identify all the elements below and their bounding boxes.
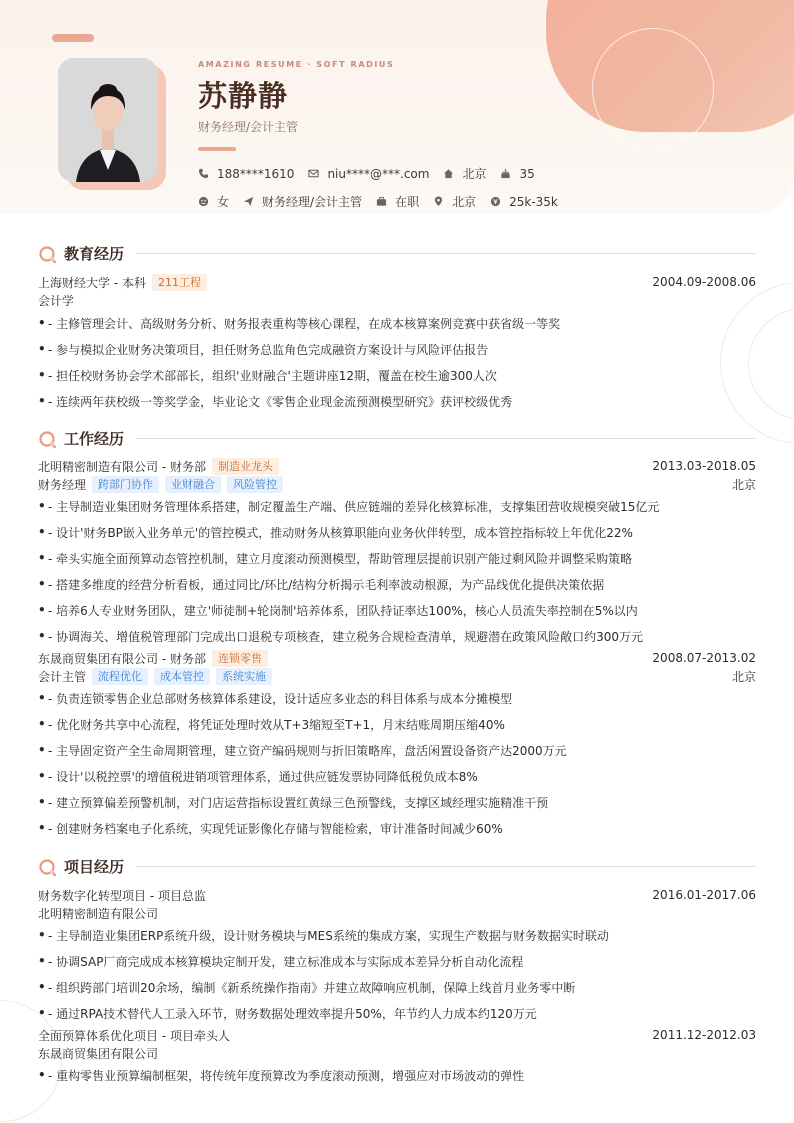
briefcase-icon [376, 196, 387, 207]
home-icon [443, 168, 454, 179]
gender-icon [198, 196, 209, 207]
target-city: 北京 [452, 195, 477, 209]
education-section-title [38, 243, 756, 264]
job-role: 财务经理 [38, 477, 87, 492]
list-item: • - 设计'以税控票'的增值税进销项管理体系，通过供应链发票协同降低税负成本8% [38, 769, 478, 784]
job-entry [38, 457, 756, 649]
cake-icon [500, 168, 511, 179]
project-entry [38, 1026, 756, 1088]
job-date: 2013.03-2018.05 [652, 459, 756, 473]
status-item [376, 193, 419, 210]
age-value: 35 [519, 166, 535, 181]
list-item: • - 担任校财务协会学术部部长，组织'业财融合'主题讲座12期，覆盖在校生逾300人次 [38, 368, 497, 383]
company-tag: 连锁零售 [212, 650, 268, 667]
work-section-title [38, 428, 756, 449]
residence-city: 北京 [462, 167, 487, 181]
job-city: 北京 [731, 477, 756, 492]
skill-tag: 业财融合 [165, 476, 221, 493]
education-entry [38, 273, 756, 414]
list-item: • - 优化财务共享中心流程，将凭证处理时效从T+3缩短至T+1，月末结账周期压缩40% [38, 717, 505, 732]
gender-value: 女 [217, 195, 230, 209]
job-role: 会计主管 [38, 669, 87, 684]
project-name: 全面预算体系优化项目 - 项目牵头人 [38, 1028, 230, 1043]
gender-item [198, 193, 229, 210]
company-tag: 制造业龙头 [212, 458, 279, 475]
phone-item [198, 167, 294, 181]
list-item: • - 搭建多维度的经营分析看板，通过同比/环比/结构分析揭示毛利率波动根源，为产品线优化提供决策依据 [38, 577, 605, 592]
school-tag: 211工程 [152, 274, 207, 291]
list-item: • - 负责连锁零售企业总部财务核算体系建设，设计适应多业态的科目体系与成本分摊模型 [38, 691, 513, 706]
project-name: 财务数字化转型项目 - 项目总监 [38, 888, 206, 903]
project-org: 北明精密制造有限公司 [38, 906, 159, 921]
list-item: • - 牵头实施全面预算动态管控机制，建立月度滚动预测模型，帮助管理层提前识别产能过剩风险并调整采购策略 [38, 551, 633, 566]
money-icon [490, 196, 501, 207]
projects-section-title [38, 856, 756, 877]
section-heading: 项目经历 [64, 858, 125, 876]
list-item: • - 培养6人专业财务团队，建立'师徒制+轮岗制'培养体系，团队持证率达100%，核心人员流失率控制在5%以内 [38, 603, 638, 618]
list-item: • - 建立预算偏差预警机制，对门店运营指标设置红黄绿三色预警线，支撑区域经理实施精准干预 [38, 795, 549, 810]
skill-tag: 风险管控 [227, 476, 283, 493]
phone-number: 188****1610 [217, 166, 295, 181]
section-divider [136, 253, 756, 254]
skill-tag: 成本管控 [154, 668, 210, 685]
list-item: • - 参与模拟企业财务决策项目，担任财务总监角色完成融资方案设计与风险评估报告 [38, 342, 489, 357]
magnifier-icon [38, 244, 58, 264]
skill-tag: 系统实施 [216, 668, 272, 685]
skill-tag: 跨部门协作 [92, 476, 159, 493]
job-city: 北京 [731, 669, 756, 684]
section-divider [136, 438, 756, 439]
target-position-item [243, 193, 362, 210]
project-date: 2011.12-2012.03 [652, 1028, 756, 1042]
email-address: niu****@***.com [327, 166, 430, 181]
resume-kicker: AMAZING RESUME · SOFT RADIUS [198, 60, 395, 69]
target-city-item [433, 193, 476, 210]
list-item: • - 设计'财务BP嵌入业务单元'的管控模式，推动财务从核算职能向业务伙伴转型，成本管控指标较上年优化22% [38, 525, 633, 540]
list-item: • - 创建财务档案电子化系统，实现凭证影像化存储与智能检索，审计准备时间减少60% [38, 821, 503, 836]
contact-row [198, 165, 549, 182]
education-date: 2004.09-2008.06 [652, 275, 756, 289]
email-item [308, 167, 429, 181]
section-heading: 工作经历 [64, 430, 125, 448]
target-position: 财务经理/会计主管 [262, 195, 363, 209]
project-entry [38, 886, 756, 1026]
list-item: • - 重构零售业预算编制框架，将传统年度预算改为季度滚动预测，增强应对市场波动的弹性 [38, 1068, 525, 1083]
candidate-name: 苏静静 [198, 79, 289, 113]
decorative-bar [52, 34, 94, 42]
skill-tag: 流程优化 [92, 668, 148, 685]
candidate-title: 财务经理/会计主管 [198, 120, 299, 134]
resume-header [0, 0, 794, 214]
age-item [500, 167, 534, 181]
section-divider [136, 866, 756, 867]
section-heading: 教育经历 [64, 245, 125, 263]
avatar [58, 58, 158, 182]
list-item: • - 主修管理会计、高级财务分析、财务报表重构等核心课程，在成本核算案例竞赛中获省级一等奖 [38, 316, 561, 331]
list-item: • - 协调海关、增值税管理部门完成出口退税专项核查，建立税务合规检查清单，规避潜在政策风险敞口约300万元 [38, 629, 644, 644]
residence-item [443, 165, 486, 182]
list-item: • - 组织跨部门培训20余场，编制《新系统操作指南》并建立故障响应机制，保障上线首月业务零中断 [38, 980, 576, 995]
salary-item [490, 195, 558, 209]
job-entry [38, 649, 756, 841]
list-item: • - 连续两年获校级一等奖学金，毕业论文《零售企业现金流预测模型研究》获评校级优秀 [38, 394, 513, 409]
company-name: 北明精密制造有限公司 - 财务部 [38, 459, 206, 474]
phone-icon [198, 168, 209, 179]
list-item: • - 主导制造业集团ERP系统升级，设计财务模块与MES系统的集成方案，实现生产数据与财务数据实时联动 [38, 928, 609, 943]
list-item: • - 通过RPA技术替代人工录入环节，财务数据处理效率提升50%，年节约人力成本约120万元 [38, 1006, 537, 1021]
company-name: 东晟商贸集团有限公司 - 财务部 [38, 651, 206, 666]
job-date: 2008.07-2013.02 [652, 651, 756, 665]
send-icon [243, 196, 254, 207]
decorative-ring [592, 28, 714, 150]
profile-row [198, 193, 572, 210]
list-item: • - 主导固定资产全生命周期管理，建立资产编码规则与折旧策略库，盘活闲置设备资产达2000万元 [38, 743, 567, 758]
location-icon [433, 196, 444, 207]
expected-salary: 25k-35k [509, 194, 558, 209]
project-date: 2016.01-2017.06 [652, 888, 756, 902]
profile-photo-frame [58, 58, 166, 190]
list-item: • - 主导制造业集团财务管理体系搭建，制定覆盖生产端、供应链端的差异化核算标准，支撑集团营收规模突破15亿元 [38, 499, 660, 514]
employment-status: 在职 [395, 195, 420, 209]
school-name: 上海财经大学 - 本科 [38, 275, 146, 290]
major: 会计学 [38, 293, 75, 308]
project-org: 东晟商贸集团有限公司 [38, 1046, 159, 1061]
list-item: • - 协调SAP厂商完成成本核算模块定制开发，建立标准成本与实际成本差异分析自动化流程 [38, 954, 524, 969]
magnifier-icon [38, 429, 58, 449]
accent-line [198, 147, 236, 151]
mail-icon [308, 168, 319, 179]
magnifier-icon [38, 857, 58, 877]
